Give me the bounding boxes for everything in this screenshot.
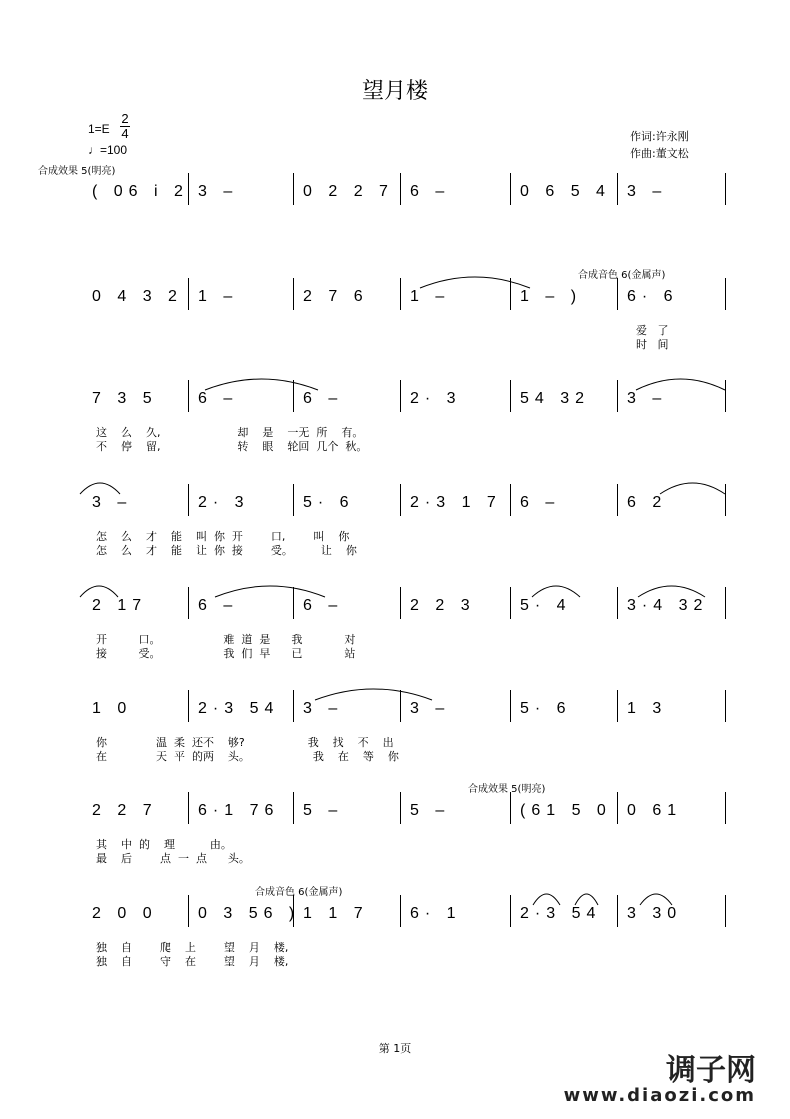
bar-line [400, 690, 401, 722]
bar-line [617, 587, 618, 619]
bar-line [400, 587, 401, 619]
measure: 6 2 [627, 494, 668, 511]
score-system [0, 597, 790, 677]
bar-line [725, 792, 726, 824]
measure: 1 – [198, 288, 239, 305]
lyric-line-1: 这 么 久, 却 是 一无 所 有。 [96, 426, 364, 439]
measure: 2· 3 [410, 390, 462, 407]
slur-arc [80, 483, 120, 494]
bar-line [400, 895, 401, 927]
lyric-line-2: 不 停 留, 转 眼 轮回 几个 秋。 [96, 440, 368, 453]
bar-line [617, 173, 618, 205]
measure: 6 – [303, 390, 344, 407]
score-system [0, 270, 790, 368]
measure: 0 4 3 2 [92, 288, 183, 305]
measure: 1 0 [92, 700, 133, 717]
bar-line [400, 173, 401, 205]
lyric-line-2: 独 自 守 在 望 月 楼, [96, 955, 289, 968]
system-marker: 合成效果 5(明亮) [468, 784, 546, 795]
bar-line [617, 278, 618, 310]
lyric-line-1: 独 自 爬 上 望 月 楼, [96, 941, 289, 954]
page-number: 第 1页 [378, 1042, 412, 1055]
lyric-line-1: 开 口。 难 道 是 我 对 [96, 633, 356, 646]
lyric-line-1: 爱 了 [636, 324, 669, 337]
system-marker: 合成音色 6(金属声) [255, 887, 343, 898]
measure: (61 5 0 [520, 802, 612, 819]
measure: 1 – ) [520, 288, 583, 305]
score-system [0, 887, 790, 985]
bar-line [188, 484, 189, 516]
measure: 1 3 [627, 700, 668, 717]
bar-line [725, 278, 726, 310]
bar-line [188, 278, 189, 310]
bar-line [510, 278, 511, 310]
measure: 5 – [410, 802, 451, 819]
slur-arc [215, 586, 325, 597]
measure: 5· 4 [520, 597, 572, 614]
tempo-value: =100 [100, 143, 128, 157]
bar-line [510, 587, 511, 619]
bar-line [725, 587, 726, 619]
bar-line [400, 380, 401, 412]
key-signature: 1=E [88, 122, 110, 136]
bar-line [188, 792, 189, 824]
measure: 3 – [627, 183, 668, 200]
measure: 2·3 54 [198, 700, 280, 717]
bar-line [293, 484, 294, 516]
bar-line [725, 173, 726, 205]
slur-arc [420, 277, 530, 288]
bar-line [725, 895, 726, 927]
bar-line [400, 484, 401, 516]
measure: 3 30 [627, 905, 683, 922]
watermark-url: www.diaozi.com [563, 1085, 756, 1106]
measure: 6 – [198, 597, 239, 614]
bar-line [400, 278, 401, 310]
measure: 2·3 54 [520, 905, 602, 922]
bar-line [725, 484, 726, 516]
score-system [0, 700, 790, 780]
bar-line [510, 173, 511, 205]
tempo-marking [88, 143, 127, 157]
measure: 6· 6 [627, 288, 679, 305]
measure: 5· 6 [303, 494, 355, 511]
measure: 0 61 [627, 802, 683, 819]
slur-arc [575, 894, 598, 905]
lyric-line-2: 怎 么 才 能 让 你 接 受。 让 你 [96, 544, 357, 557]
measure: 1 – [410, 288, 451, 305]
bar-line [400, 792, 401, 824]
lyric-line-2: 在 天 平 的两 头。 我 在 等 你 [96, 750, 399, 763]
measure: 54 32 [520, 390, 591, 407]
bar-line [510, 380, 511, 412]
bar-line [188, 587, 189, 619]
measure: 3 – [627, 390, 668, 407]
measure: 6 – [303, 597, 344, 614]
bar-line [293, 173, 294, 205]
measure: 2 7 6 [303, 288, 369, 305]
lyric-line-2: 最 后 点 一 点 头。 [96, 852, 250, 865]
bar-line [293, 690, 294, 722]
lyric-line-1: 其 中 的 理 由。 [96, 838, 232, 851]
measure: 0 3 56 ) [198, 905, 301, 922]
measure: 3 – [198, 183, 239, 200]
lyric-line-1: 你 温 柔 还不 够? 我 找 不 出 [96, 736, 394, 749]
measure: 6· 1 [410, 905, 462, 922]
slur-arc [532, 586, 580, 597]
bar-line [510, 690, 511, 722]
measure: 2· 3 [198, 494, 250, 511]
slur-arc [315, 689, 432, 700]
measure: 6 – [520, 494, 561, 511]
score-system [0, 390, 790, 470]
measure: 1 1 7 [303, 905, 369, 922]
bar-line [617, 484, 618, 516]
system-marker: 合成音色 6(金属声) [578, 270, 666, 281]
measure: 0 6 5 4 [520, 183, 611, 200]
meter-bottom: 4 [121, 126, 129, 141]
measure: 2 0 0 [92, 905, 158, 922]
bar-line [188, 895, 189, 927]
lyricist: 作词:许永刚 [630, 130, 689, 143]
bar-line [293, 278, 294, 310]
slur-arc [636, 379, 725, 390]
lyric-line-2: 时 间 [636, 338, 669, 351]
slur-arc [533, 894, 560, 905]
bar-line [510, 895, 511, 927]
measure: 2 2 7 [92, 802, 158, 819]
bar-line [725, 690, 726, 722]
measure: 0 2 2 7 [303, 183, 394, 200]
bar-line [293, 587, 294, 619]
measure: ( 06 i 2 [92, 183, 189, 200]
measure: 5· 6 [520, 700, 572, 717]
bar-line [188, 690, 189, 722]
bar-line [617, 380, 618, 412]
composer: 作曲:董文松 [630, 147, 689, 160]
slur-arc [80, 586, 118, 597]
measure: 2·3 1 7 [410, 494, 502, 511]
measure: 3 – [92, 494, 133, 511]
score-system [0, 494, 790, 574]
bar-line [188, 380, 189, 412]
bar-line [617, 792, 618, 824]
measure: 6 – [198, 390, 239, 407]
quarter-note-icon: ♩ [88, 143, 100, 157]
measure: 5 – [303, 802, 344, 819]
measure: 2 17 [92, 597, 148, 614]
bar-line [510, 484, 511, 516]
measure: 7 3 5 [92, 390, 158, 407]
score-system [0, 784, 790, 882]
watermark-logo: 调子网 [666, 1053, 756, 1088]
measure: 3 – [303, 700, 344, 717]
bar-line [725, 380, 726, 412]
measure: 2 2 3 [410, 597, 476, 614]
lyric-line-1: 怎 么 才 能 叫 你 开 口, 叫 你 [96, 530, 350, 543]
song-title: 望月楼 [361, 79, 428, 104]
slur-arc [638, 586, 705, 597]
measure: 6·1 76 [198, 802, 280, 819]
bar-line [617, 690, 618, 722]
time-signature [120, 112, 130, 141]
bar-line [617, 895, 618, 927]
meter-top: 2 [121, 111, 129, 126]
slur-arc [660, 483, 725, 494]
measure: 3 – [410, 700, 451, 717]
bar-line [293, 792, 294, 824]
slur-arc [205, 379, 318, 390]
intro-label: 合成效果 5(明亮) [38, 166, 116, 177]
measure: 6 – [410, 183, 451, 200]
bar-line [293, 380, 294, 412]
bar-line [510, 792, 511, 824]
score-system [0, 183, 790, 263]
slur-arc [640, 894, 672, 905]
measure: 3·4 32 [627, 597, 709, 614]
lyric-line-2: 接 受。 我 们 早 已 站 [96, 647, 356, 660]
